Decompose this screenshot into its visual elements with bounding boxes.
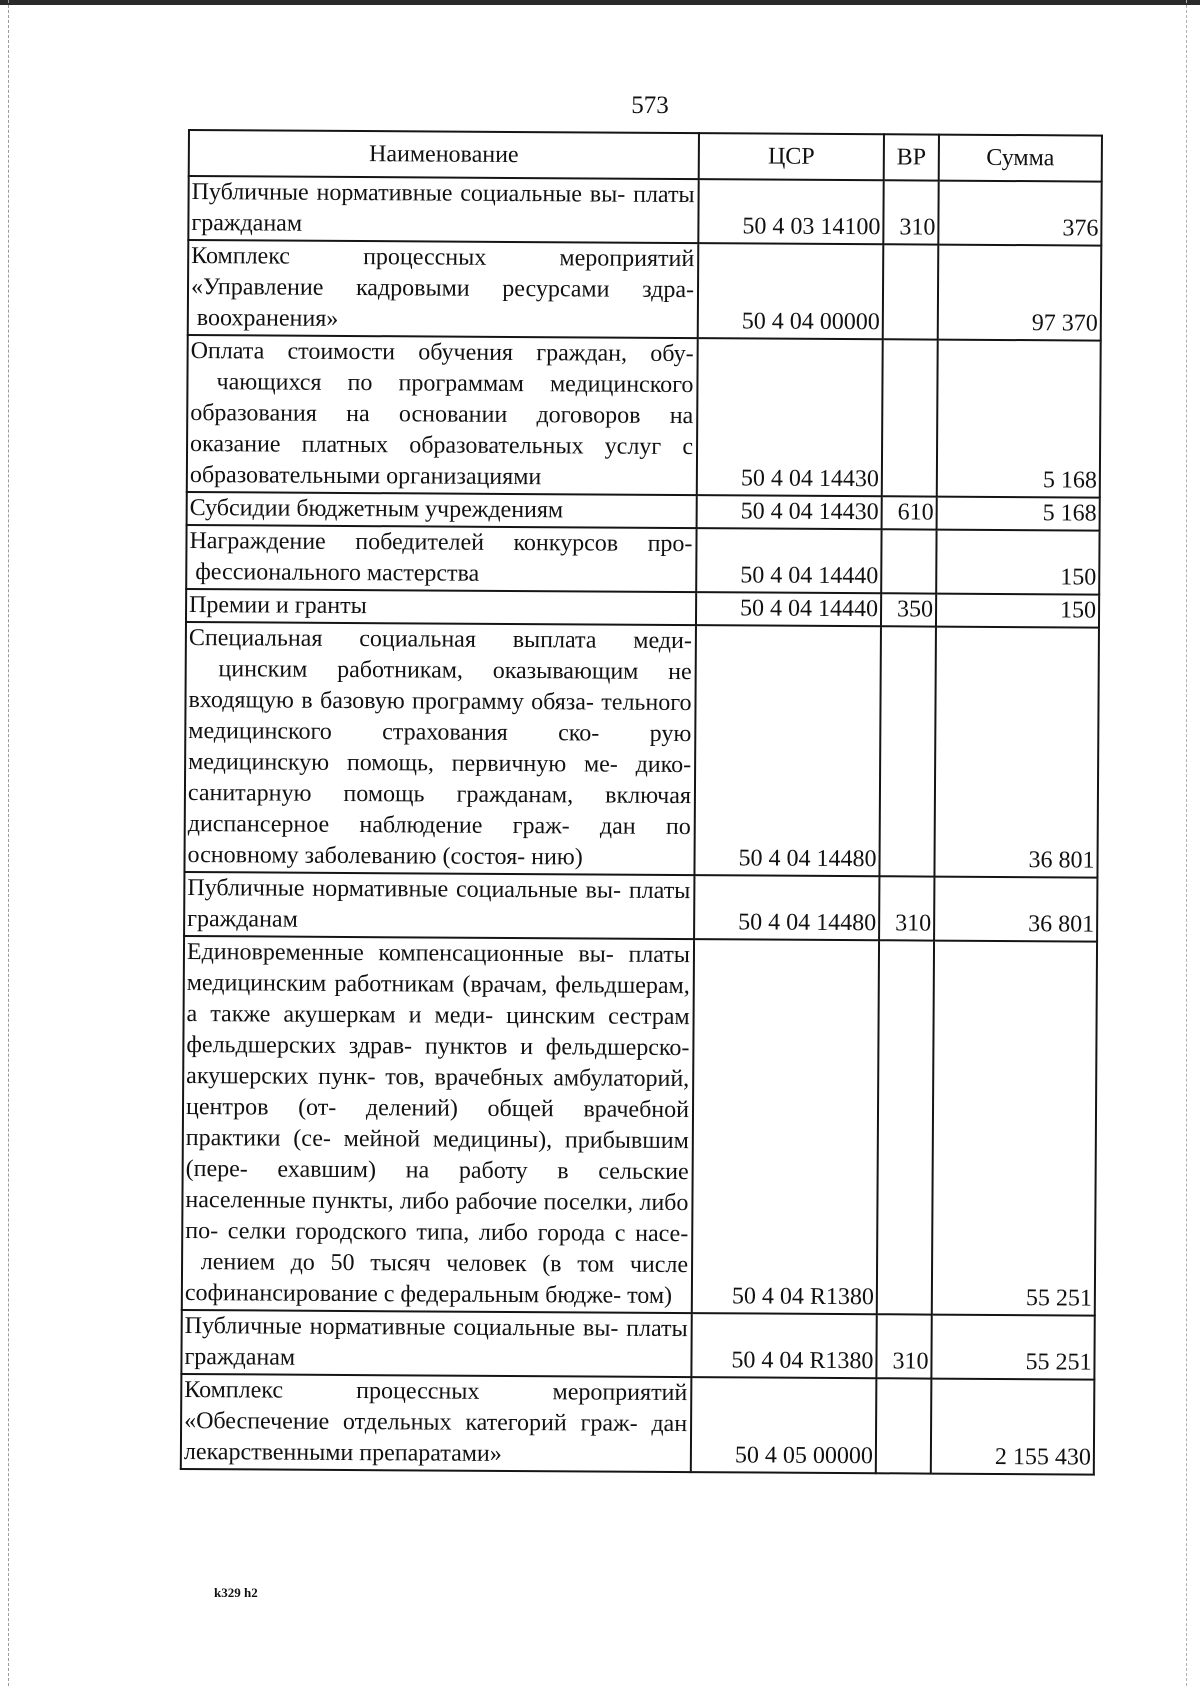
cell-sum: 97 370 — [938, 245, 1102, 341]
cell-csr: 50 4 04 14440 — [696, 592, 881, 626]
cell-vr: 310 — [879, 876, 934, 940]
cell-name: Единовременные компенсационные вы- платы медицинским работникам (врачам, фельдшерам, а также акушеркам и меди- цинским сестрам фельдшерских здрав- пунктов и фельдшерско-акушерских пунк- тов, врачебных амбулаторий, центров (от- делений) общей врачебной практики (се- мейной медицины), прибывшим (пере- ехавшим) на работу в сельские населенные пункты, либо рабочие поселки, либо по- селки городского типа, либо города с насе- лением до 50 тысяч человек (в том числе софинансирование с федеральным бюдже- том) — [182, 936, 694, 1313]
cell-csr: 50 4 04 14480 — [694, 875, 879, 940]
table-row — [186, 589, 1099, 628]
header-vr: ВР — [884, 134, 939, 180]
cell-csr: 50 4 04 14430 — [697, 495, 882, 529]
cell-vr — [879, 626, 936, 876]
table-row — [184, 622, 1099, 878]
cell-csr: 50 4 03 14100 — [698, 179, 883, 244]
cell-vr — [881, 529, 936, 593]
table-row — [188, 176, 1101, 246]
cell-name: Публичные нормативные социальные вы- платы гражданам — [184, 872, 694, 939]
cell-vr: 350 — [881, 593, 936, 626]
cell-name: Комплекс процессных мероприятий «Обеспечение отдельных категорий граж- дан лекарственными препаратами» — [181, 1374, 692, 1472]
table-row — [181, 1374, 1095, 1475]
cell-name: Субсидии бюджетным учреждениям — [187, 492, 697, 528]
cell-name: Комплекс процессных мероприятий «Управление кадровыми ресурсами здра- воохранения» — [188, 240, 699, 338]
header-name: Наименование — [189, 130, 699, 179]
cell-csr: 50 4 04 R1380 — [691, 1313, 876, 1378]
table-row — [187, 335, 1101, 498]
cell-csr: 50 4 04 00000 — [698, 243, 884, 339]
cell-sum: 36 801 — [934, 877, 1097, 942]
header-sum: Сумма — [939, 135, 1102, 182]
cell-vr — [877, 940, 934, 1314]
cell-vr: 310 — [876, 1314, 931, 1378]
cell-sum: 5 168 — [937, 497, 1100, 531]
cell-sum: 2 155 430 — [931, 1379, 1095, 1475]
cell-name: Публичные нормативные социальные вы- платы гражданам — [188, 176, 698, 243]
cell-name: Публичные нормативные социальные вы- платы гражданам — [181, 1310, 691, 1377]
table-row — [184, 872, 1097, 942]
cell-sum: 55 251 — [932, 941, 1097, 1316]
budget-table — [180, 129, 1103, 1476]
cell-sum: 5 168 — [937, 340, 1101, 498]
footer-code: k329 h2 — [214, 1585, 258, 1600]
table-header-row — [189, 130, 1102, 182]
cell-name: Премии и гранты — [186, 589, 696, 625]
cell-vr — [876, 1378, 932, 1473]
scan-top-edge — [0, 0, 1200, 5]
cell-vr — [882, 339, 938, 496]
cell-csr: 50 4 04 R1380 — [692, 939, 879, 1314]
cell-vr: 310 — [883, 180, 938, 244]
cell-sum: 150 — [936, 530, 1099, 595]
table-row — [181, 1310, 1094, 1380]
cell-name: Награждение победителей конкурсов про- фессионального мастерства — [186, 525, 696, 592]
scan-left-edge — [8, 0, 9, 1686]
cell-sum: 55 251 — [931, 1315, 1094, 1380]
table-row — [188, 240, 1102, 341]
cell-sum: 150 — [936, 594, 1099, 628]
cell-sum: 36 801 — [934, 627, 1099, 878]
table-row — [186, 525, 1099, 595]
page-number: 573 — [631, 92, 669, 119]
cell-csr: 50 4 04 14430 — [697, 338, 883, 496]
scan-right-edge — [1186, 0, 1187, 1686]
header-csr: ЦСР — [699, 133, 884, 180]
cell-name: Оплата стоимости обучения граждан, обу- чающихся по программам медицинского образования на основании договоров на оказание платных образовательных услуг с образовательными организациями — [187, 335, 698, 495]
cell-vr — [883, 244, 939, 339]
cell-vr: 610 — [882, 496, 937, 529]
table-row — [187, 492, 1100, 531]
cell-csr: 50 4 04 14480 — [694, 625, 881, 876]
table-row — [182, 936, 1097, 1316]
cell-name: Специальная социальная выплата меди- цинским работникам, оказывающим не входящую в базовую программу обяза- тельного медицинского страхования ско- рую медицинскую помощь, первичную ме- дико-санитарную помощь гражданам, включая диспансерное наблюдение граж- дан по основному заболеванию (состоя- нию) — [184, 622, 696, 875]
cell-csr: 50 4 04 14440 — [696, 528, 881, 593]
cell-csr: 50 4 05 00000 — [691, 1377, 877, 1473]
cell-sum: 376 — [938, 181, 1101, 246]
